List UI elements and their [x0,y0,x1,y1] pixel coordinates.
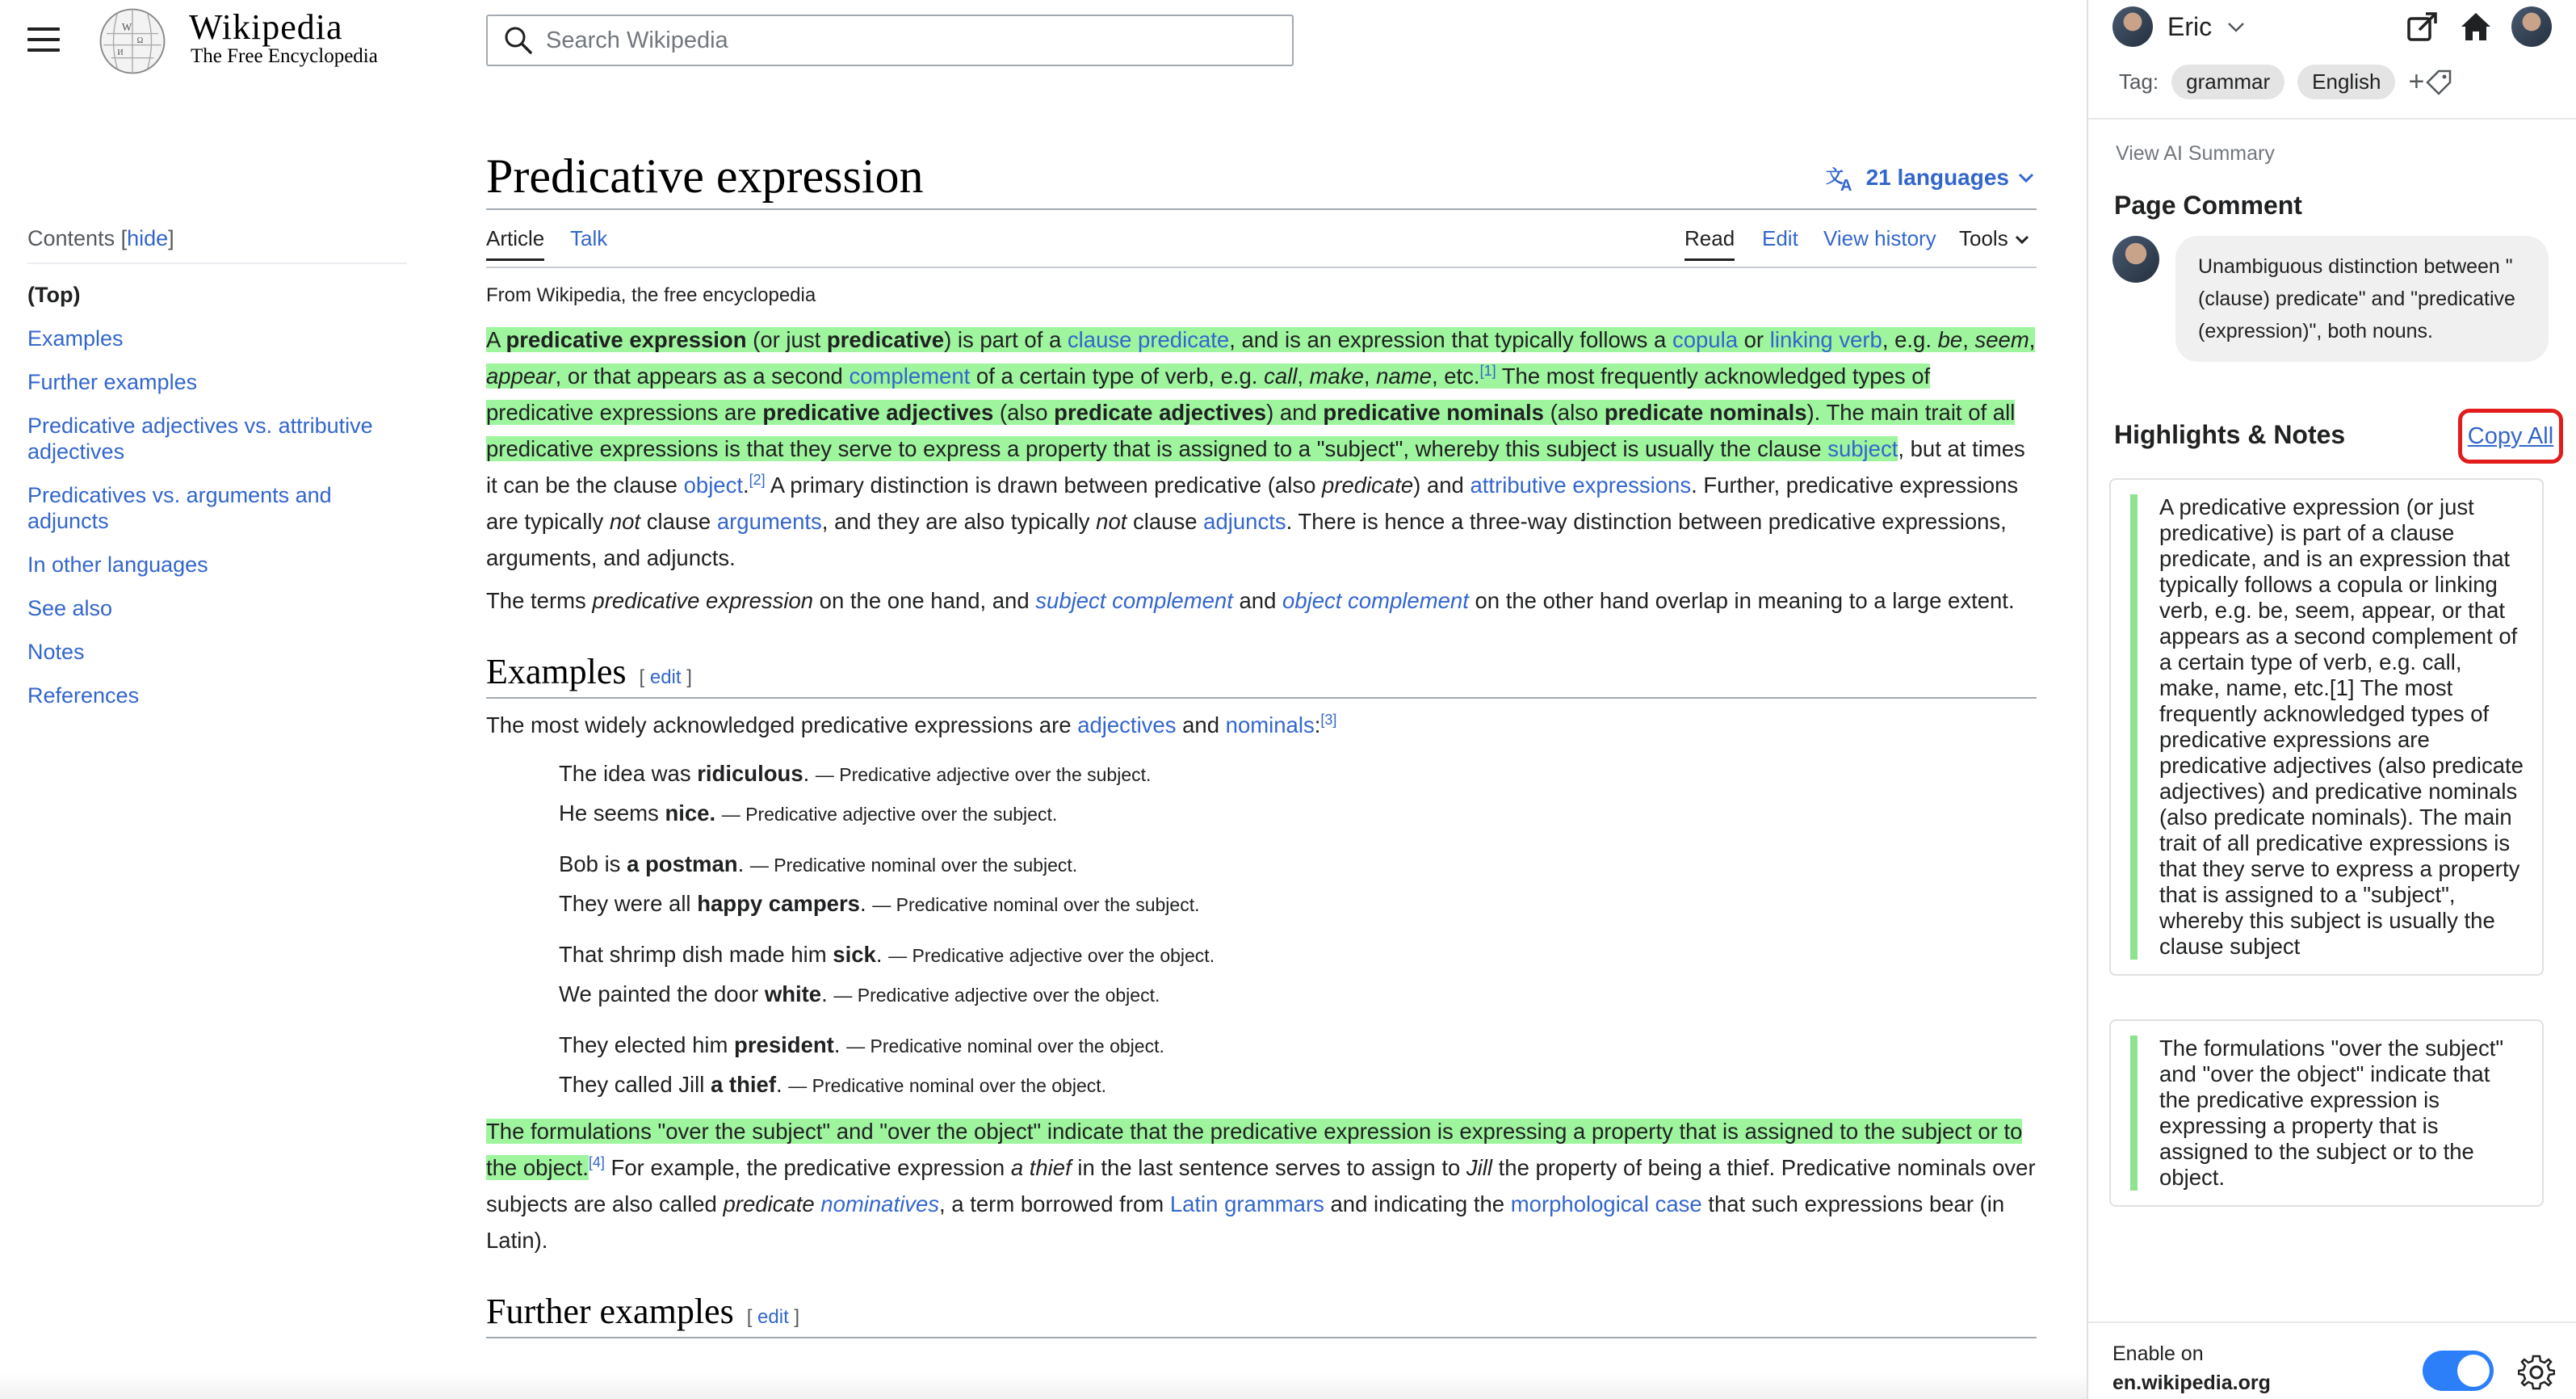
toc-item-top[interactable]: (Top) [27,283,81,307]
toc-item-further-examples[interactable]: Further examples [27,370,198,394]
example-line: They elected him president. — Predicative nominal over the object. [559,1032,1164,1057]
tab-view-history[interactable]: View history [1823,226,1936,250]
ref-3[interactable]: [3] [1320,711,1337,728]
link-subject-complement[interactable]: subject complement [1035,588,1233,613]
search-box[interactable] [486,15,1294,66]
toc-item-notes[interactable]: Notes [27,640,85,664]
main-menu-button[interactable] [27,27,60,55]
wikipedia-globe-logo[interactable] [90,3,174,79]
example-group [559,845,2037,924]
link-adjuncts[interactable]: adjuncts [1203,509,1286,534]
edit-section-further-examples[interactable]: edit [757,1306,789,1328]
example-line: The idea was ridiculous. — Predicative adjective over the subject. [559,761,1152,786]
link-clause-predicate[interactable]: clause predicate [1067,327,1230,352]
tab-talk[interactable]: Talk [570,226,608,250]
section-heading-examples: Examples [ edit ] [486,651,2037,699]
svg-text:文: 文 [1825,167,1844,187]
svg-text:Ω: Ω [136,36,144,45]
toc-item-other-languages[interactable]: In other languages [27,552,208,577]
link-copula[interactable]: copula [1672,327,1738,352]
table-of-contents [27,226,407,708]
share-icon[interactable] [2405,9,2440,44]
highlighter-panel [2087,0,2576,1399]
copy-all-button[interactable]: Copy All [2458,409,2563,464]
user-menu[interactable] [2112,6,2246,47]
article [486,145,2037,1338]
example-group [559,1026,2037,1105]
avatar [2112,6,2153,47]
terms-paragraph: The terms predicative expression on the one hand, and subject complement and object complement on the other hand overlap in meaning to a large extent. [486,588,2015,613]
edit-section-examples[interactable]: edit [649,666,682,688]
link-subject[interactable]: subject [1827,436,1898,461]
user-name: Eric [2167,11,2213,41]
link-object[interactable]: object [683,473,743,498]
section-heading-further-examples: Further examples [ edit ] [486,1291,2037,1338]
page-comment-heading: Page Comment [2114,191,2302,220]
wikipedia-wordmark[interactable]: Wikipedia [189,7,343,47]
toc-item-examples[interactable]: Examples [27,326,124,351]
page-title: Predicative expression [486,149,924,203]
toc-item-see-also[interactable]: See also [27,596,113,620]
example-line: That shrimp dish made him sick. — Predicative adjective over the object. [559,942,1215,967]
link-object-complement[interactable]: object complement [1282,588,1469,613]
link-linking-verb[interactable]: linking verb [1769,327,1882,352]
example-group [559,754,2037,834]
languages-button[interactable]: 文 A 21 languages [1826,163,2035,192]
search-icon [502,24,535,57]
chevron-down-icon [2014,234,2030,246]
toc-item-predicative-vs-attributive[interactable]: Predicative adjectives vs. attributive adjectives [27,414,373,464]
toc-hide-link[interactable]: hide [127,226,169,250]
example-line: They called Jill a thief. — Predicative nominal over the object. [559,1072,1107,1097]
link-arguments[interactable]: arguments [716,509,822,534]
page-comment-bubble[interactable]: Unambiguous distinction between "(clause) predicate" and "predicative (expression)", both nouns. [2175,236,2549,362]
panel-footer [2088,1321,2576,1399]
toc-item-predicatives-vs-arguments[interactable]: Predicatives vs. arguments and adjuncts [27,483,332,533]
ref-2[interactable]: [2] [749,471,766,488]
example-line: They were all happy campers. — Predicative nominal over the subject. [559,891,1200,916]
link-attributive-expressions[interactable]: attributive expressions [1470,473,1692,498]
chevron-down-icon [2017,171,2035,184]
highlights-heading: Highlights & Notes [2114,420,2346,449]
search-input[interactable] [546,27,1273,54]
formulations-paragraph: The formulations "over the subject" and "over the object" indicate that the predicative expression is expressing a property that is assigned to the subject or to the object.[4] For example, the predicative expression a thief in the last sentence serves to assign to Jill the property of being a thief. Predicative nominals over subjects are also called predicate nominatives, a term borrowed from Latin grammars and indicating the morphological case that such expressions bear (in Latin). [486,1119,2036,1253]
highlight-note-text: The formulations "over the subject" and "over the object" indicate that the predicative expression is expressing a property that is assigned to the subject or to the object. [2159,1036,2504,1190]
highlight-note-card[interactable] [2109,478,2544,976]
example-line: We painted the door white. — Predicative adjective over the object. [559,981,1160,1006]
site-sub: From Wikipedia, the free encyclopedia [486,284,816,306]
example-group [559,935,2037,1015]
link-nominatives[interactable]: nominatives [820,1191,940,1216]
example-line: He seems nice. — Predicative adjective over the subject. [559,800,1058,826]
toc-title: Contents [hide] [27,226,407,264]
link-latin-grammars[interactable]: Latin grammars [1169,1191,1324,1216]
link-nominals[interactable]: nominals [1225,712,1315,737]
intro-paragraph: A predicative expression (or just predicative) is part of a clause predicate, and is an expression that typically follows a copula or linking verb, e.g. be, seem, appear, or that appears as a second complement of a certain type of verb, e.g. call, make, name, etc.[1] The most frequently acknowledged types of predicative expressions are predicative adjectives (also predicate adjectives) and predicative nominals (also predicate nominals). The main trait of all predicative expressions is that they serve to express a property that is assigned to a "subject", whereby this subject is usually the clause subject, but at times it can be the clause object.[2] A primary distinction is drawn between predicative (also predicate) and attributive expressions. Further, predicative expressions are typically not clause arguments, and they are also typically not clause adjuncts. There is hence a three-way distinction between predicative expressions, arguments, and adjuncts. [486,327,2036,570]
tools-dropdown[interactable]: Tools [1959,226,2030,251]
tag-row: Tag: grammar English + [2119,65,2453,99]
scroll-fade [0,1373,2087,1399]
chevron-down-icon [2226,20,2246,33]
ref-4[interactable]: [4] [588,1153,605,1170]
example-line: Bob is a postman. — Predicative nominal over the subject. [559,851,1078,876]
enable-label: Enable on en.wikipedia.org [2112,1342,2271,1394]
tab-read[interactable]: Read [1684,226,1735,261]
svg-text:W: W [121,20,132,33]
tag-icon [2424,68,2453,97]
ref-1[interactable]: [1] [1479,362,1496,379]
tab-article[interactable]: Article [486,226,544,261]
wikipedia-tagline: The Free Encyclopedia [191,45,378,67]
home-icon[interactable] [2458,9,2494,44]
add-tag-button[interactable]: + [2408,66,2453,98]
profile-avatar[interactable] [2511,6,2552,47]
link-complement[interactable]: complement [849,363,971,389]
svg-text:A: A [1840,177,1852,192]
gear-icon[interactable] [2518,1354,2555,1391]
enable-toggle[interactable] [2423,1351,2494,1391]
svg-text:И: И [117,48,124,57]
comment-avatar [2112,236,2159,283]
toc-item-references[interactable]: References [27,683,140,708]
link-morphological-case[interactable]: morphological case [1510,1191,1702,1216]
link-adjectives[interactable]: adjectives [1077,712,1177,737]
view-ai-summary-link[interactable]: View AI Summary [2116,142,2275,165]
tab-edit[interactable]: Edit [1762,226,1798,250]
highlight-note-card[interactable] [2109,1019,2544,1207]
highlight-note-text: A predicative expression (or just predicative) is part of a clause predicate, and is an expression that typically follows a copula or linking verb, e.g. be, seem, appear, or that appears as a second complement of a certain type of verb, e.g. call, make, name, etc.[1] The most frequently acknowledged types of predicative expressions are predicative adjectives (also predicate adjectives) and predicative nominals (also predicate nominals). The main trait of all predicative expressions is that they serve to express a property that is assigned to a "subject", whereby this subject is usually the clause subject [2159,494,2524,959]
tag-chip-grammar[interactable]: grammar [2171,65,2284,99]
translate-icon [1826,163,1858,192]
examples-intro: The most widely acknowledged predicative expressions are adjectives and nominals:[3] [486,711,1337,737]
tag-chip-english[interactable]: English [2297,65,2395,99]
